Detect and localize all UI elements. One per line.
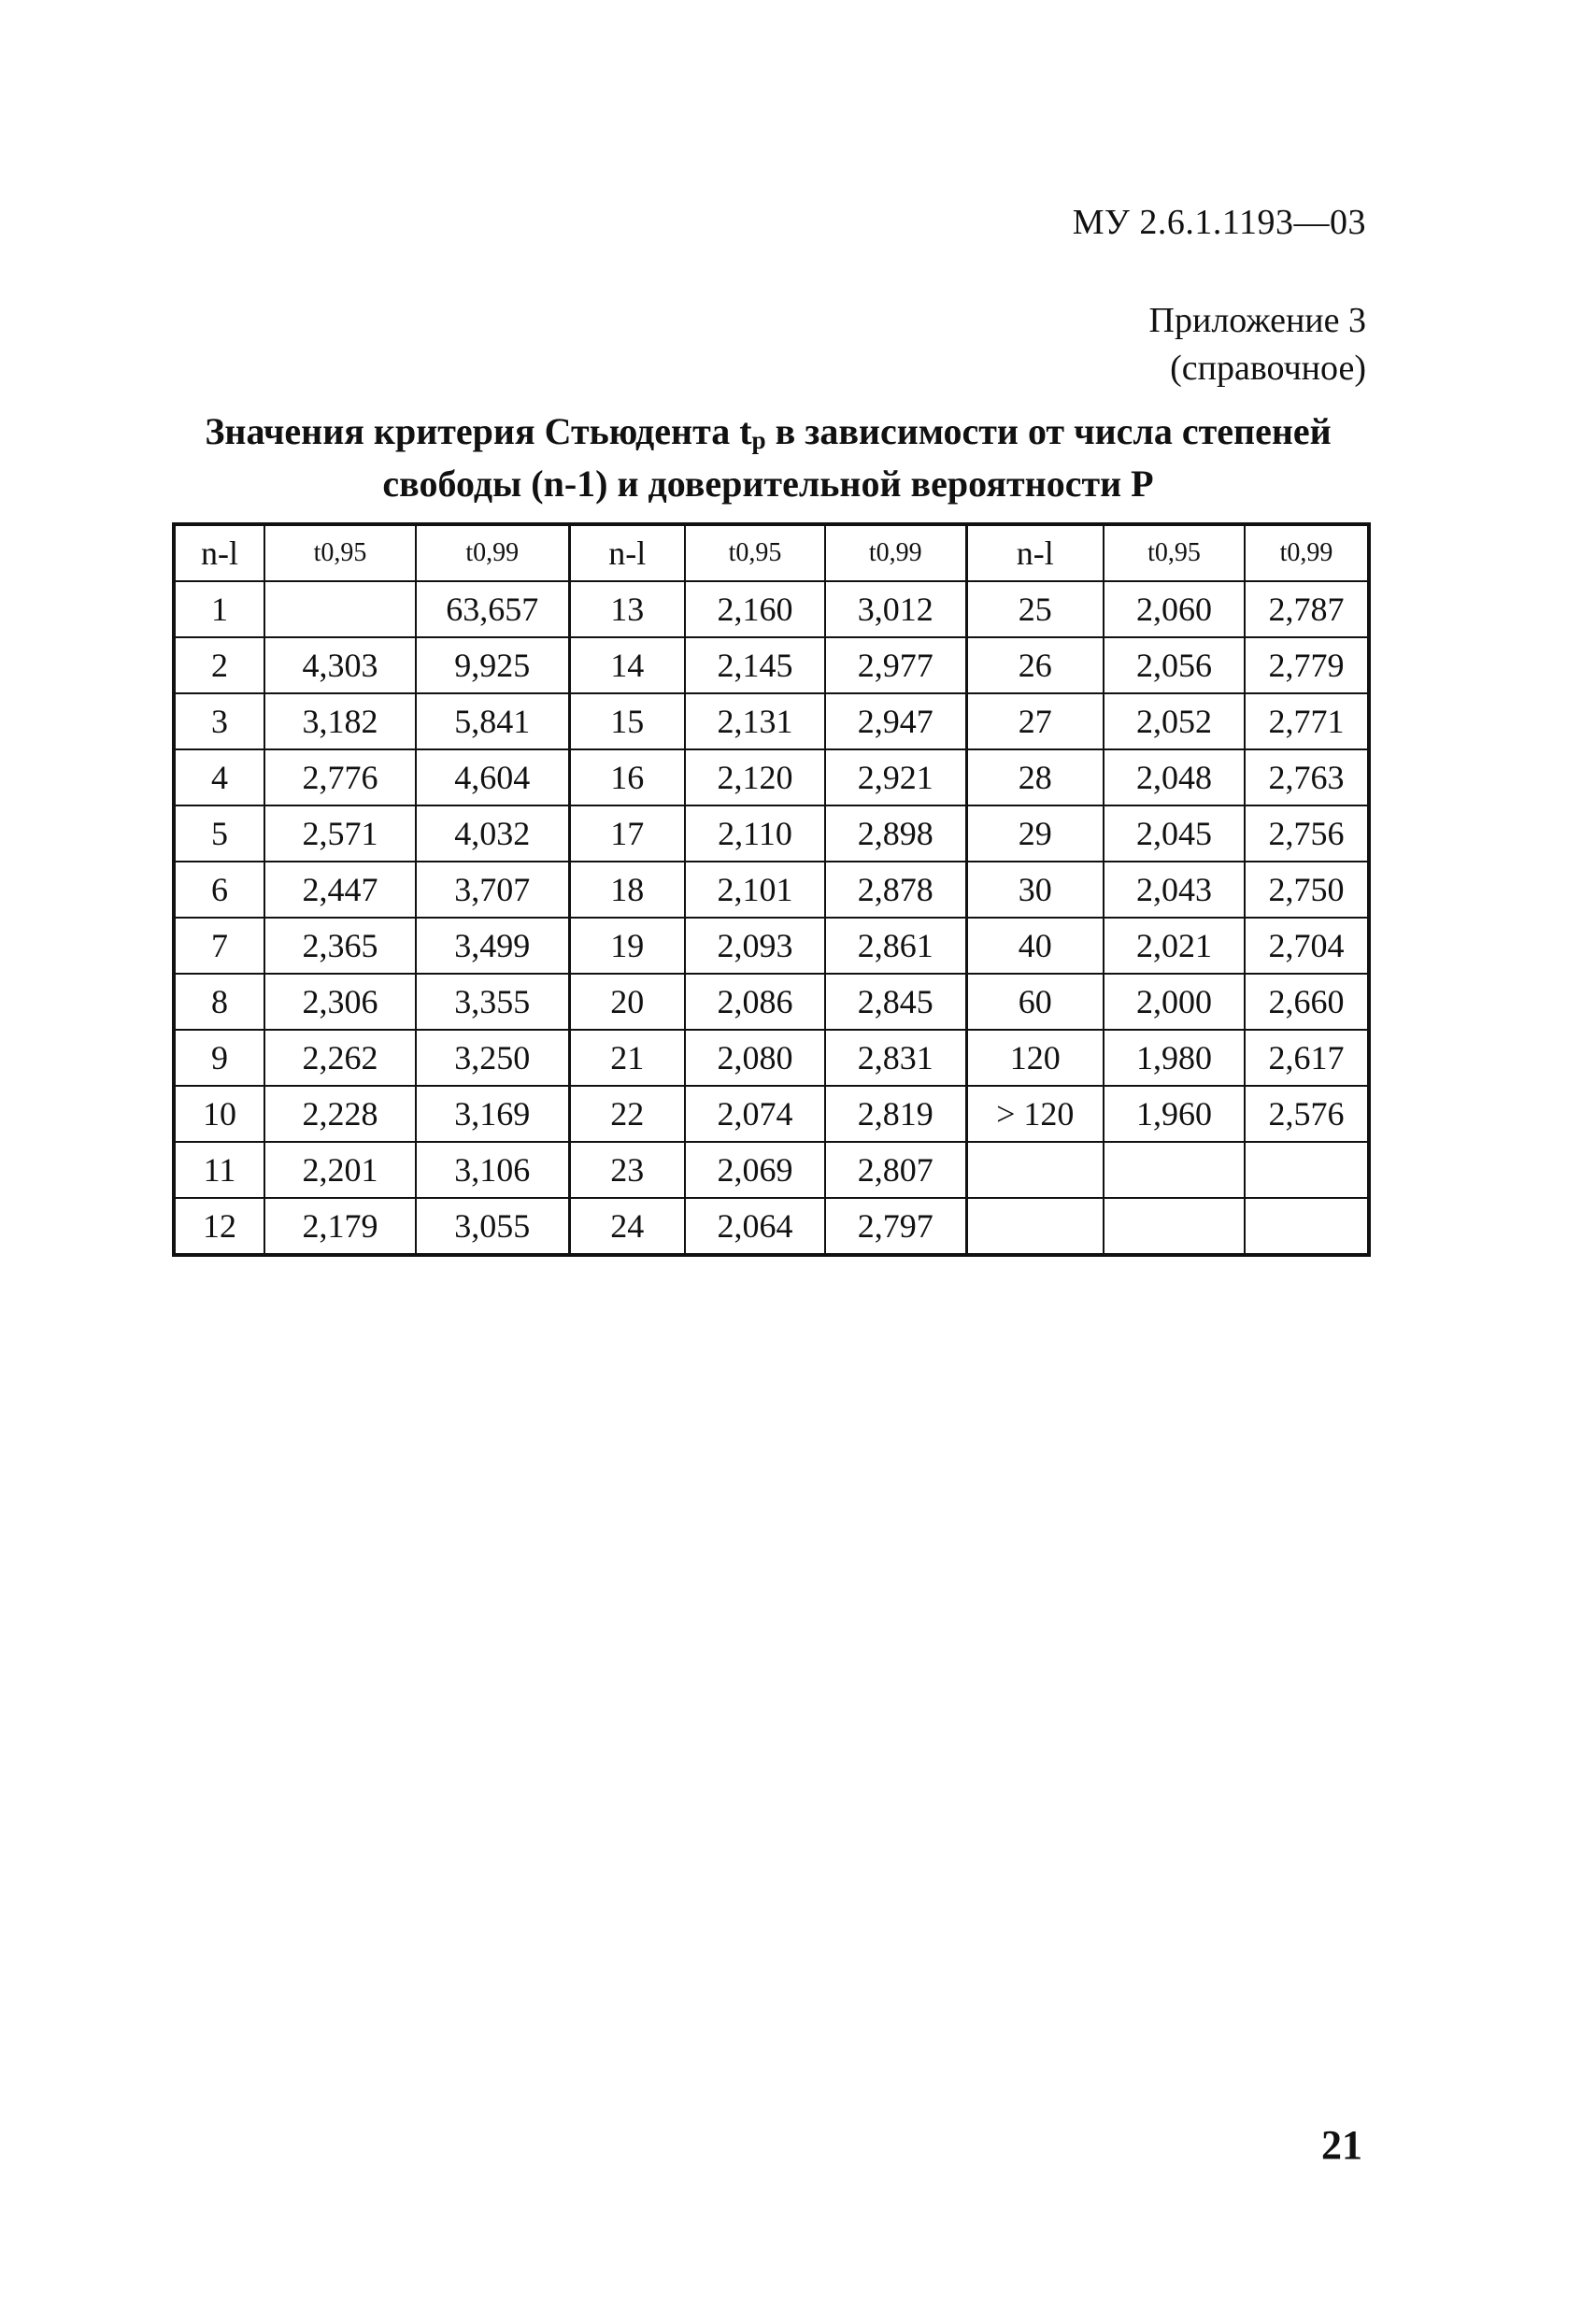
- cell-t099: 3,055: [416, 1198, 569, 1255]
- cell-t099: 2,797: [825, 1198, 966, 1255]
- cell-n-1: [966, 1142, 1104, 1198]
- cell-n-1: 13: [569, 581, 685, 637]
- page-number: 21: [1321, 2122, 1362, 2168]
- cell-n-1: 2: [174, 637, 264, 693]
- cell-t099: 2,763: [1245, 749, 1369, 805]
- cell-t099: 3,169: [416, 1086, 569, 1142]
- cell-t095: 2,069: [685, 1142, 825, 1198]
- cell-t099: 2,756: [1245, 805, 1369, 862]
- cell-t095: 2,060: [1104, 581, 1245, 637]
- cell-t099: 63,657: [416, 581, 569, 637]
- header-cell-t095: t0,95: [1104, 524, 1245, 581]
- table-row: [174, 637, 1369, 693]
- table-row: [174, 581, 1369, 637]
- cell-t095: 2,110: [685, 805, 825, 862]
- cell-t095: 2,064: [685, 1198, 825, 1255]
- cell-n-1: 16: [569, 749, 685, 805]
- cell-t099: 2,898: [825, 805, 966, 862]
- cell-n-1: 12: [174, 1198, 264, 1255]
- cell-t099: 2,660: [1245, 974, 1369, 1030]
- cell-t099: [1245, 1198, 1369, 1255]
- header-cell-n-1: n-l: [174, 524, 264, 581]
- cell-n-1: 5: [174, 805, 264, 862]
- cell-t095: 2,447: [264, 862, 416, 918]
- cell-t099: 2,704: [1245, 918, 1369, 974]
- cell-n-1: 6: [174, 862, 264, 918]
- table-row: [174, 974, 1369, 1030]
- cell-t099: 2,787: [1245, 581, 1369, 637]
- cell-t099: 2,819: [825, 1086, 966, 1142]
- cell-t095: [1104, 1142, 1245, 1198]
- cell-t095: 2,262: [264, 1030, 416, 1086]
- cell-t099: 3,012: [825, 581, 966, 637]
- cell-t099: 2,878: [825, 862, 966, 918]
- cell-t095: 2,120: [685, 749, 825, 805]
- cell-n-1: 10: [174, 1086, 264, 1142]
- cell-t095: 2,080: [685, 1030, 825, 1086]
- cell-t095: 2,145: [685, 637, 825, 693]
- cell-n-1: 15: [569, 693, 685, 749]
- title-line-2: свободы (n-1) и доверительной вероятности Р: [382, 463, 1154, 505]
- title-line-1-prefix: Значения критерия Стьюдента t: [205, 410, 752, 452]
- cell-t099: 5,841: [416, 693, 569, 749]
- cell-t099: 2,831: [825, 1030, 966, 1086]
- cell-t095: 2,048: [1104, 749, 1245, 805]
- cell-t099: 2,921: [825, 749, 966, 805]
- table-header-row: [174, 524, 1369, 581]
- cell-t099: 3,106: [416, 1142, 569, 1198]
- header-cell-t099: t0,99: [416, 524, 569, 581]
- cell-n-1: 29: [966, 805, 1104, 862]
- header-cell-t099: t0,99: [825, 524, 966, 581]
- title-subscript: р: [751, 425, 766, 454]
- student-t-table: [172, 522, 1371, 1257]
- header-cell-n-1: n-l: [966, 524, 1104, 581]
- cell-n-1: 20: [569, 974, 685, 1030]
- cell-t099: 2,947: [825, 693, 966, 749]
- cell-t095: 2,131: [685, 693, 825, 749]
- cell-t095: 2,045: [1104, 805, 1245, 862]
- cell-n-1: 19: [569, 918, 685, 974]
- cell-t099: 2,750: [1245, 862, 1369, 918]
- table-row: [174, 749, 1369, 805]
- cell-n-1: 14: [569, 637, 685, 693]
- cell-n-1: 40: [966, 918, 1104, 974]
- table-title: [168, 407, 1368, 508]
- cell-t095: 2,776: [264, 749, 416, 805]
- cell-t099: 3,707: [416, 862, 569, 918]
- cell-t099: 2,977: [825, 637, 966, 693]
- cell-t099: 2,771: [1245, 693, 1369, 749]
- cell-t095: 2,571: [264, 805, 416, 862]
- cell-t095: 2,052: [1104, 693, 1245, 749]
- cell-t095: 2,179: [264, 1198, 416, 1255]
- cell-n-1: 7: [174, 918, 264, 974]
- cell-t095: [264, 581, 416, 637]
- cell-n-1: 60: [966, 974, 1104, 1030]
- cell-n-1: 27: [966, 693, 1104, 749]
- table-row: [174, 862, 1369, 918]
- cell-n-1: 26: [966, 637, 1104, 693]
- document-code: МУ 2.6.1.1193—03: [1072, 203, 1366, 242]
- cell-t095: 2,093: [685, 918, 825, 974]
- table-row: [174, 1142, 1369, 1198]
- cell-n-1: 18: [569, 862, 685, 918]
- cell-t095: 2,074: [685, 1086, 825, 1142]
- table-row: [174, 1198, 1369, 1255]
- cell-n-1: 9: [174, 1030, 264, 1086]
- cell-n-1: 11: [174, 1142, 264, 1198]
- table-row: [174, 1030, 1369, 1086]
- cell-n-1: 21: [569, 1030, 685, 1086]
- cell-t099: 2,779: [1245, 637, 1369, 693]
- cell-t095: 2,101: [685, 862, 825, 918]
- cell-t099: 2,576: [1245, 1086, 1369, 1142]
- cell-t095: 2,056: [1104, 637, 1245, 693]
- cell-t099: 2,861: [825, 918, 966, 974]
- cell-t099: 2,807: [825, 1142, 966, 1198]
- cell-n-1: 30: [966, 862, 1104, 918]
- header-cell-t099: t0,99: [1245, 524, 1369, 581]
- cell-t095: 3,182: [264, 693, 416, 749]
- cell-t099: 2,845: [825, 974, 966, 1030]
- header-cell-n-1: n-l: [569, 524, 685, 581]
- cell-t099: 2,617: [1245, 1030, 1369, 1086]
- cell-t095: 2,160: [685, 581, 825, 637]
- cell-t095: 2,021: [1104, 918, 1245, 974]
- cell-t095: 2,043: [1104, 862, 1245, 918]
- cell-t095: 2,228: [264, 1086, 416, 1142]
- cell-t095: 2,365: [264, 918, 416, 974]
- cell-t099: 4,604: [416, 749, 569, 805]
- cell-n-1: 22: [569, 1086, 685, 1142]
- cell-t099: [1245, 1142, 1369, 1198]
- cell-n-1: [966, 1198, 1104, 1255]
- title-line-1-suffix: в зависимости от числа степеней: [765, 410, 1332, 452]
- appendix-type: (справочное): [1170, 349, 1366, 388]
- cell-t095: 2,000: [1104, 974, 1245, 1030]
- cell-n-1: 120: [966, 1030, 1104, 1086]
- table-row: [174, 805, 1369, 862]
- cell-t099: 4,032: [416, 805, 569, 862]
- cell-t095: 2,201: [264, 1142, 416, 1198]
- title-line-1: [168, 407, 1368, 460]
- cell-t099: 3,250: [416, 1030, 569, 1086]
- header-cell-t095: t0,95: [264, 524, 416, 581]
- cell-t095: [1104, 1198, 1245, 1255]
- cell-t099: 3,355: [416, 974, 569, 1030]
- appendix-number: Приложение 3: [1148, 301, 1366, 340]
- cell-n-1: 28: [966, 749, 1104, 805]
- cell-t099: 3,499: [416, 918, 569, 974]
- table-row: [174, 1086, 1369, 1142]
- cell-n-1: 1: [174, 581, 264, 637]
- cell-t099: 9,925: [416, 637, 569, 693]
- cell-t095: 2,306: [264, 974, 416, 1030]
- cell-n-1: 25: [966, 581, 1104, 637]
- cell-n-1: 17: [569, 805, 685, 862]
- appendix-label: [1149, 297, 1366, 392]
- cell-t095: 2,086: [685, 974, 825, 1030]
- cell-n-1: 24: [569, 1198, 685, 1255]
- cell-t095: 1,960: [1104, 1086, 1245, 1142]
- cell-t095: 4,303: [264, 637, 416, 693]
- cell-t095: 1,980: [1104, 1030, 1245, 1086]
- cell-n-1: 8: [174, 974, 264, 1030]
- cell-n-1: 3: [174, 693, 264, 749]
- table-body: [174, 524, 1369, 1255]
- cell-n-1: 4: [174, 749, 264, 805]
- table-row: [174, 693, 1369, 749]
- cell-n-1: 23: [569, 1142, 685, 1198]
- header-cell-t095: t0,95: [685, 524, 825, 581]
- cell-n-1: > 120: [966, 1086, 1104, 1142]
- table-row: [174, 918, 1369, 974]
